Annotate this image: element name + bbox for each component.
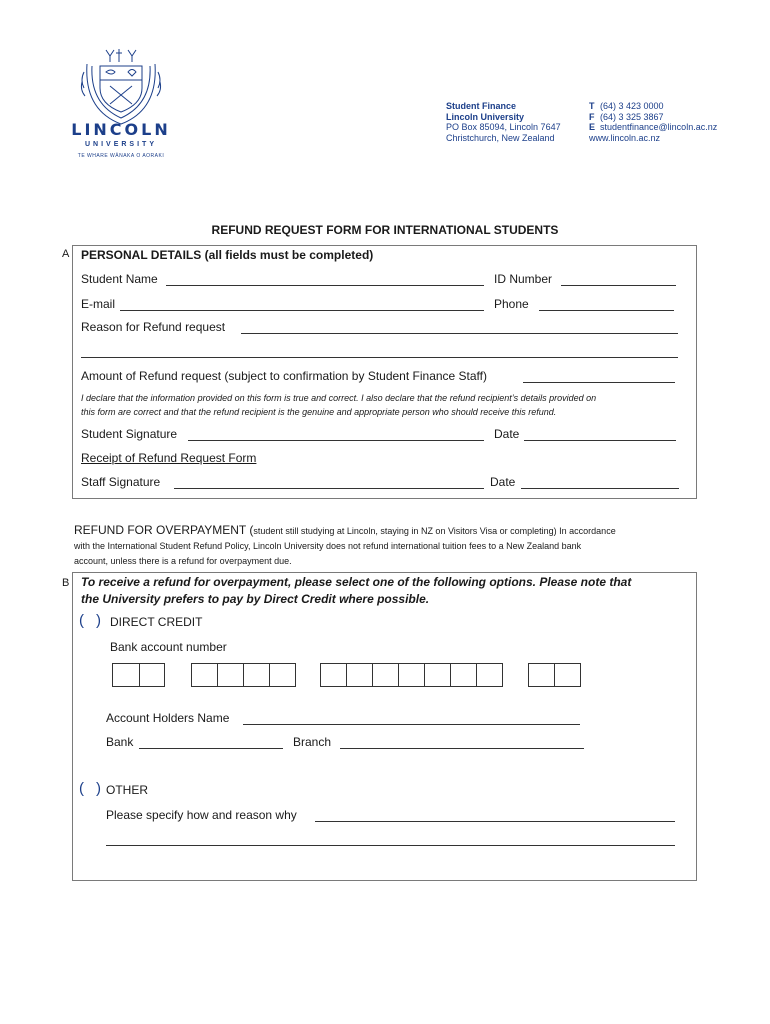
contact-letter-t: T (589, 101, 595, 111)
branch-label: Branch (293, 735, 332, 749)
staff-date-field[interactable] (521, 488, 679, 489)
reason-label: Reason for Refund request (81, 320, 226, 334)
contact-university: Lincoln University (446, 111, 525, 122)
account-digit-box[interactable] (554, 663, 581, 687)
checkbox-open-bracket: ( (79, 612, 84, 629)
email-label: E-mail (81, 297, 116, 311)
account-digit-box[interactable] (191, 663, 218, 687)
overpayment-line-2: with the International Student Refund Policy, Lincoln University does not refund international tuition fees to a New Zealand bank (74, 541, 582, 551)
specify-field-line-2[interactable] (106, 845, 675, 846)
section-b-intro-line-2: the University prefers to pay by Direct Credit where possible. (81, 592, 430, 606)
account-holders-name-field[interactable] (243, 724, 580, 725)
form-title: REFUND REQUEST FORM FOR INTERNATIONAL STUDENTS (211, 223, 559, 237)
account-digit-box[interactable] (528, 663, 555, 687)
account-digit-box[interactable] (424, 663, 451, 687)
student-signature-field[interactable] (188, 440, 484, 441)
specify-field[interactable] (315, 821, 675, 822)
account-digit-box[interactable] (112, 663, 140, 687)
id-number-label: ID Number (494, 272, 553, 286)
reason-field[interactable] (241, 333, 678, 334)
account-suffix-boxes (528, 663, 581, 687)
bank-code-boxes (112, 663, 165, 687)
logo-wordmark: LINCOLN (71, 120, 171, 139)
reason-field-line-2[interactable] (81, 357, 678, 358)
amount-field[interactable] (523, 382, 675, 383)
specify-label: Please specify how and reason why (106, 808, 297, 822)
bank-account-number-label: Bank account number (110, 640, 227, 654)
account-digit-box[interactable] (320, 663, 347, 687)
contact-letter-e: E (589, 122, 596, 132)
contact-fax: (64) 3 325 3867 (600, 111, 664, 122)
section-a-heading: PERSONAL DETAILS (all fields must be completed) (81, 248, 374, 262)
declaration-line-1: I declare that the information provided on this form is true and correct. I also declare that the refund recipient’s details provided on (81, 393, 597, 403)
contact-phone: (64) 3 423 0000 (600, 101, 664, 111)
account-digit-box[interactable] (398, 663, 425, 687)
contact-address (446, 101, 561, 143)
bank-field[interactable] (139, 748, 283, 749)
account-digit-box[interactable] (139, 663, 165, 687)
student-signature-label: Student Signature (81, 427, 178, 441)
section-a-letter: A (62, 248, 70, 260)
account-digit-box[interactable] (217, 663, 244, 687)
phone-label: Phone (494, 297, 529, 311)
direct-credit-checkbox[interactable] (79, 612, 105, 630)
overpayment-line-3: account, unless there is a refund for overpayment due. (74, 556, 292, 566)
checkbox-close-bracket: ) (96, 780, 101, 797)
account-digit-box[interactable] (243, 663, 270, 687)
staff-signature-label: Staff Signature (81, 475, 161, 489)
student-name-label: Student Name (81, 272, 158, 286)
contact-details (589, 101, 718, 143)
overpayment-line-1: student still studying at Lincoln, staying in NZ on Visitors Visa or completing) In accordance (253, 526, 616, 536)
branch-code-boxes (191, 663, 296, 687)
declaration-text (81, 391, 596, 419)
student-name-field[interactable] (166, 285, 484, 286)
overpayment-paragraph (74, 523, 699, 569)
logo-university: UNIVERSITY (84, 141, 157, 148)
other-checkbox[interactable] (79, 780, 105, 798)
bank-label: Bank (106, 735, 134, 749)
id-number-field[interactable] (561, 285, 676, 286)
account-digit-box[interactable] (269, 663, 296, 687)
checkbox-open-bracket: ( (79, 780, 84, 797)
receipt-heading: Receipt of Refund Request Form (81, 451, 257, 465)
staff-signature-field[interactable] (174, 488, 484, 489)
contact-letter-f: F (589, 111, 595, 122)
contact-po-box: PO Box 85094, Lincoln 7647 (446, 122, 561, 132)
staff-date-label: Date (490, 475, 516, 489)
contact-city: Christchurch, New Zealand (446, 132, 555, 143)
contact-website[interactable]: www.lincoln.ac.nz (589, 132, 661, 143)
other-label: OTHER (106, 783, 148, 797)
contact-dept: Student Finance (446, 101, 517, 111)
declaration-line-2: this form are correct and that the refund recipient is the genuine and appropriate person who should receive this refund. (81, 407, 557, 417)
section-b-intro (81, 574, 631, 608)
overpayment-heading: REFUND FOR OVERPAYMENT ( (74, 523, 254, 537)
direct-credit-label: DIRECT CREDIT (110, 615, 203, 629)
student-date-label: Date (494, 427, 520, 441)
account-digit-box[interactable] (450, 663, 477, 687)
contact-email[interactable]: studentfinance@lincoln.ac.nz (600, 122, 718, 132)
account-digit-box[interactable] (346, 663, 373, 687)
branch-field[interactable] (340, 748, 584, 749)
email-field[interactable] (120, 310, 484, 311)
student-date-field[interactable] (524, 440, 676, 441)
account-body-boxes (320, 663, 503, 687)
logo-motto: TE WHARE WĀNAKA O AORAKI (77, 153, 165, 159)
amount-label: Amount of Refund request (subject to confirmation by Student Finance Staff) (81, 369, 488, 383)
checkbox-close-bracket: ) (96, 612, 101, 629)
section-b-letter: B (62, 577, 70, 589)
account-holders-name-label: Account Holders Name (106, 711, 230, 725)
phone-field[interactable] (539, 310, 674, 311)
account-digit-box[interactable] (372, 663, 399, 687)
contact-letters (589, 101, 595, 133)
account-digit-box[interactable] (476, 663, 503, 687)
section-b-intro-line-1: To receive a refund for overpayment, please select one of the following options. Please note that (81, 575, 632, 589)
